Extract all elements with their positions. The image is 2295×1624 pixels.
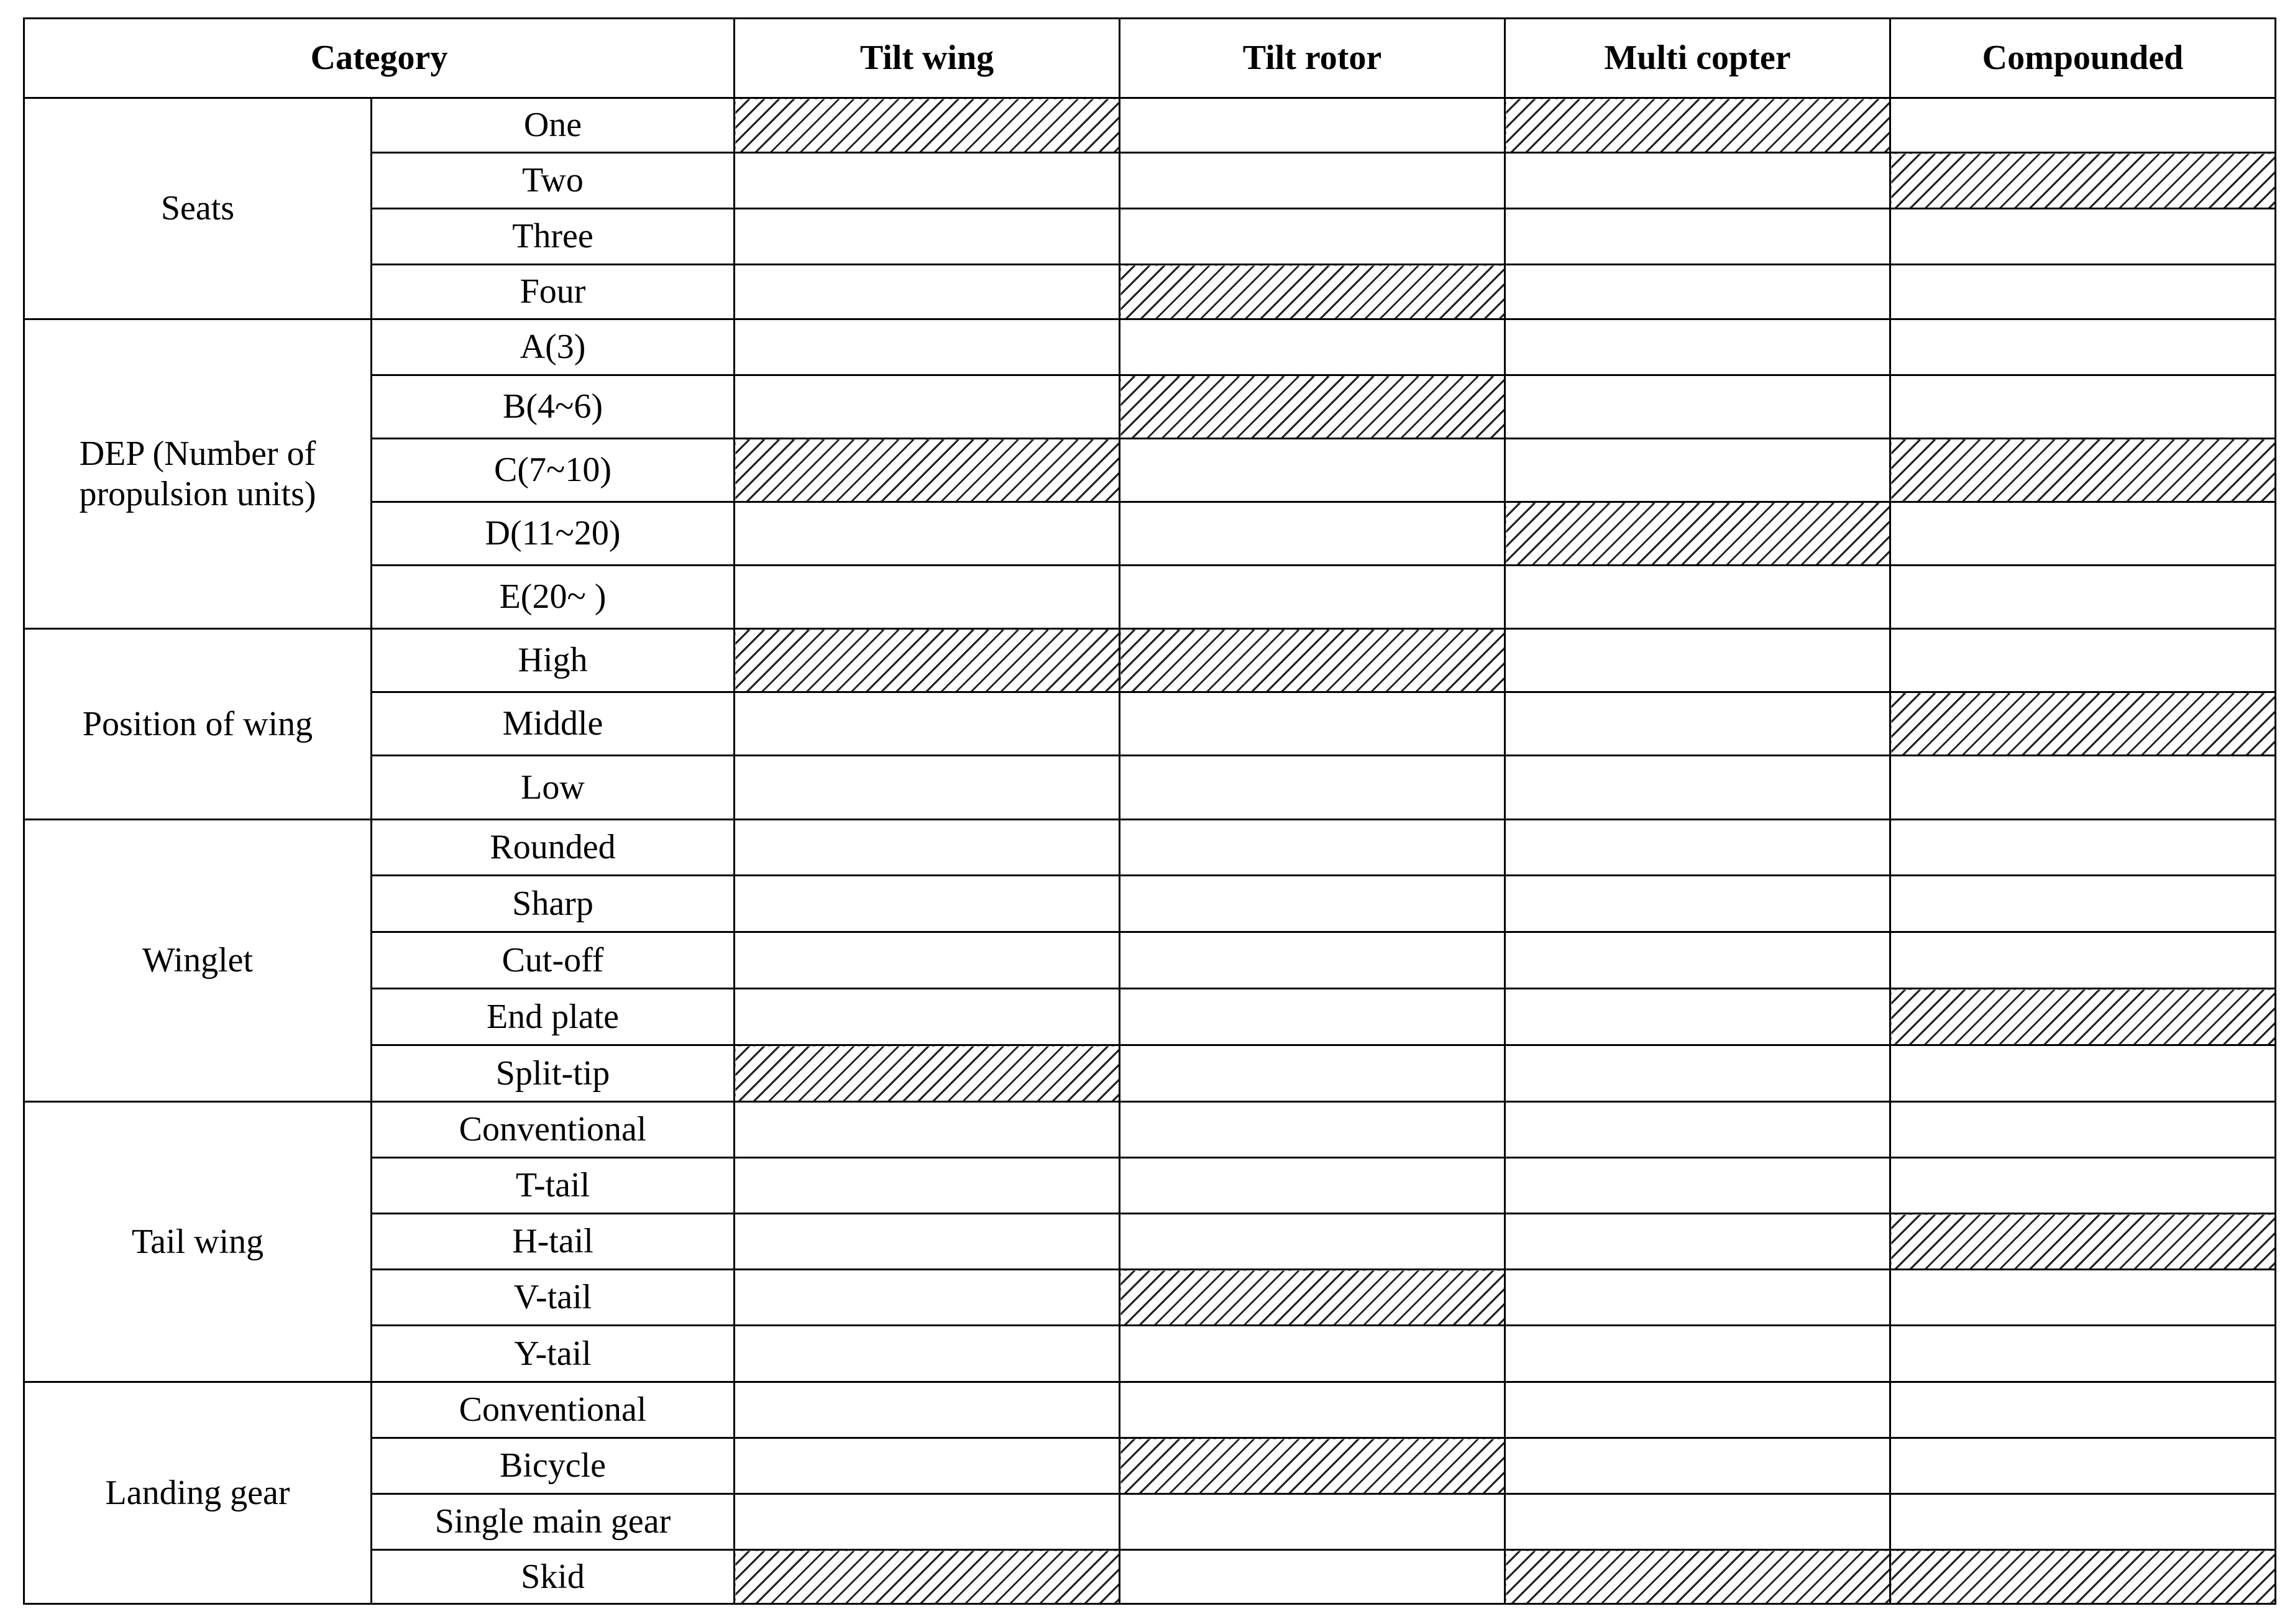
hatched-cell-tilt-rotor — [1120, 629, 1505, 692]
option-label: One — [372, 98, 735, 153]
option-label: End plate — [372, 989, 735, 1045]
empty-cell-tilt-wing — [735, 756, 1120, 820]
empty-cell-multi-copter — [1505, 566, 1890, 629]
empty-cell-tilt-wing — [735, 265, 1120, 319]
empty-cell-tilt-rotor — [1120, 209, 1505, 265]
empty-cell-tilt-wing — [735, 989, 1120, 1045]
empty-cell-tilt-wing — [735, 932, 1120, 989]
empty-cell-multi-copter — [1505, 692, 1890, 756]
empty-cell-compounded — [1890, 876, 2276, 932]
empty-cell-tilt-rotor — [1120, 98, 1505, 153]
option-label: Skid — [372, 1550, 735, 1604]
group-label: Seats — [24, 98, 372, 319]
group-label: Tail wing — [24, 1102, 372, 1382]
option-label: Sharp — [372, 876, 735, 932]
empty-cell-tilt-wing — [735, 209, 1120, 265]
hatched-cell-tilt-wing — [735, 629, 1120, 692]
empty-cell-compounded — [1890, 375, 2276, 439]
hatched-cell-multi-copter — [1505, 502, 1890, 566]
empty-cell-compounded — [1890, 319, 2276, 375]
empty-cell-tilt-wing — [735, 1382, 1120, 1438]
empty-cell-compounded — [1890, 756, 2276, 820]
empty-cell-multi-copter — [1505, 1326, 1890, 1382]
empty-cell-multi-copter — [1505, 319, 1890, 375]
empty-cell-multi-copter — [1505, 1214, 1890, 1270]
hatched-cell-compounded — [1890, 692, 2276, 756]
empty-cell-compounded — [1890, 629, 2276, 692]
hatched-cell-compounded — [1890, 989, 2276, 1045]
table-row — [24, 319, 2276, 375]
hatched-cell-compounded — [1890, 153, 2276, 209]
empty-cell-multi-copter — [1505, 1102, 1890, 1158]
empty-cell-tilt-rotor — [1120, 1158, 1505, 1214]
empty-cell-tilt-rotor — [1120, 1102, 1505, 1158]
empty-cell-compounded — [1890, 1326, 2276, 1382]
option-label: Middle — [372, 692, 735, 756]
option-label: V-tail — [372, 1270, 735, 1326]
option-label: Four — [372, 265, 735, 319]
empty-cell-compounded — [1890, 209, 2276, 265]
category-header: Category — [24, 19, 735, 98]
empty-cell-compounded — [1890, 1382, 2276, 1438]
option-label: Conventional — [372, 1102, 735, 1158]
empty-cell-tilt-rotor — [1120, 1214, 1505, 1270]
empty-cell-tilt-wing — [735, 1326, 1120, 1382]
empty-cell-compounded — [1890, 932, 2276, 989]
empty-cell-compounded — [1890, 1494, 2276, 1550]
empty-cell-tilt-rotor — [1120, 1326, 1505, 1382]
empty-cell-compounded — [1890, 265, 2276, 319]
empty-cell-tilt-wing — [735, 1102, 1120, 1158]
option-label: Bicycle — [372, 1438, 735, 1494]
hatched-cell-tilt-rotor — [1120, 1270, 1505, 1326]
hatched-cell-tilt-wing — [735, 98, 1120, 153]
empty-cell-tilt-rotor — [1120, 876, 1505, 932]
table-body — [24, 98, 2276, 1604]
empty-cell-tilt-wing — [735, 820, 1120, 876]
option-label: D(11~20) — [372, 502, 735, 566]
empty-cell-compounded — [1890, 1438, 2276, 1494]
empty-cell-tilt-rotor — [1120, 319, 1505, 375]
table-row — [24, 1382, 2276, 1438]
empty-cell-tilt-wing — [735, 1158, 1120, 1214]
hatched-cell-tilt-wing — [735, 439, 1120, 502]
empty-cell-tilt-rotor — [1120, 820, 1505, 876]
empty-cell-multi-copter — [1505, 1158, 1890, 1214]
empty-cell-tilt-wing — [735, 1438, 1120, 1494]
empty-cell-multi-copter — [1505, 876, 1890, 932]
empty-cell-tilt-rotor — [1120, 989, 1505, 1045]
hatched-cell-multi-copter — [1505, 1550, 1890, 1604]
empty-cell-multi-copter — [1505, 209, 1890, 265]
empty-cell-compounded — [1890, 1158, 2276, 1214]
table-row — [24, 820, 2276, 876]
empty-cell-tilt-rotor — [1120, 566, 1505, 629]
empty-cell-tilt-wing — [735, 1214, 1120, 1270]
option-label: C(7~10) — [372, 439, 735, 502]
empty-cell-tilt-wing — [735, 375, 1120, 439]
empty-cell-tilt-wing — [735, 319, 1120, 375]
empty-cell-tilt-rotor — [1120, 932, 1505, 989]
hatched-cell-multi-copter — [1505, 98, 1890, 153]
empty-cell-compounded — [1890, 820, 2276, 876]
option-label: B(4~6) — [372, 375, 735, 439]
column-header-tilt-wing: Tilt wing — [735, 19, 1120, 98]
column-header-compounded: Compounded — [1890, 19, 2276, 98]
empty-cell-tilt-wing — [735, 566, 1120, 629]
empty-cell-compounded — [1890, 98, 2276, 153]
header-row — [24, 19, 2276, 98]
empty-cell-multi-copter — [1505, 756, 1890, 820]
empty-cell-tilt-rotor — [1120, 502, 1505, 566]
empty-cell-tilt-wing — [735, 692, 1120, 756]
empty-cell-multi-copter — [1505, 265, 1890, 319]
option-label: Cut-off — [372, 932, 735, 989]
hatched-cell-compounded — [1890, 1214, 2276, 1270]
group-label: Winglet — [24, 820, 372, 1102]
empty-cell-tilt-rotor — [1120, 1494, 1505, 1550]
option-label: Two — [372, 153, 735, 209]
group-label: Landing gear — [24, 1382, 372, 1604]
empty-cell-multi-copter — [1505, 439, 1890, 502]
empty-cell-multi-copter — [1505, 932, 1890, 989]
empty-cell-compounded — [1890, 566, 2276, 629]
hatched-cell-tilt-wing — [735, 1550, 1120, 1604]
empty-cell-tilt-wing — [735, 153, 1120, 209]
column-header-tilt-rotor: Tilt rotor — [1120, 19, 1505, 98]
empty-cell-tilt-rotor — [1120, 1382, 1505, 1438]
empty-cell-tilt-rotor — [1120, 692, 1505, 756]
empty-cell-tilt-rotor — [1120, 1045, 1505, 1102]
option-label: H-tail — [372, 1214, 735, 1270]
empty-cell-multi-copter — [1505, 820, 1890, 876]
empty-cell-multi-copter — [1505, 1382, 1890, 1438]
empty-cell-multi-copter — [1505, 1438, 1890, 1494]
empty-cell-multi-copter — [1505, 1045, 1890, 1102]
empty-cell-tilt-rotor — [1120, 756, 1505, 820]
empty-cell-tilt-wing — [735, 1270, 1120, 1326]
empty-cell-multi-copter — [1505, 1494, 1890, 1550]
empty-cell-multi-copter — [1505, 375, 1890, 439]
configuration-table — [23, 17, 2276, 1605]
option-label: Y-tail — [372, 1326, 735, 1382]
table-row — [24, 629, 2276, 692]
option-label: High — [372, 629, 735, 692]
group-label: Position of wing — [24, 629, 372, 820]
option-label: T-tail — [372, 1158, 735, 1214]
hatched-cell-tilt-wing — [735, 1045, 1120, 1102]
option-label: Rounded — [372, 820, 735, 876]
option-label: Split-tip — [372, 1045, 735, 1102]
option-label: Three — [372, 209, 735, 265]
hatched-cell-compounded — [1890, 1550, 2276, 1604]
empty-cell-tilt-rotor — [1120, 153, 1505, 209]
hatched-cell-compounded — [1890, 439, 2276, 502]
empty-cell-compounded — [1890, 1270, 2276, 1326]
table-row — [24, 1102, 2276, 1158]
empty-cell-tilt-wing — [735, 876, 1120, 932]
option-label: E(20~ ) — [372, 566, 735, 629]
empty-cell-tilt-wing — [735, 502, 1120, 566]
table-row — [24, 98, 2276, 153]
group-label: DEP (Number of propulsion units) — [24, 319, 372, 629]
empty-cell-multi-copter — [1505, 989, 1890, 1045]
option-label: A(3) — [372, 319, 735, 375]
option-label: Conventional — [372, 1382, 735, 1438]
hatched-cell-tilt-rotor — [1120, 1438, 1505, 1494]
empty-cell-compounded — [1890, 1045, 2276, 1102]
empty-cell-tilt-rotor — [1120, 439, 1505, 502]
hatched-cell-tilt-rotor — [1120, 375, 1505, 439]
empty-cell-multi-copter — [1505, 1270, 1890, 1326]
hatched-cell-tilt-rotor — [1120, 265, 1505, 319]
option-label: Single main gear — [372, 1494, 735, 1550]
empty-cell-tilt-wing — [735, 1494, 1120, 1550]
option-label: Low — [372, 756, 735, 820]
empty-cell-compounded — [1890, 502, 2276, 566]
column-header-multi-copter: Multi copter — [1505, 19, 1890, 98]
empty-cell-multi-copter — [1505, 629, 1890, 692]
empty-cell-compounded — [1890, 1102, 2276, 1158]
empty-cell-tilt-rotor — [1120, 1550, 1505, 1604]
empty-cell-multi-copter — [1505, 153, 1890, 209]
